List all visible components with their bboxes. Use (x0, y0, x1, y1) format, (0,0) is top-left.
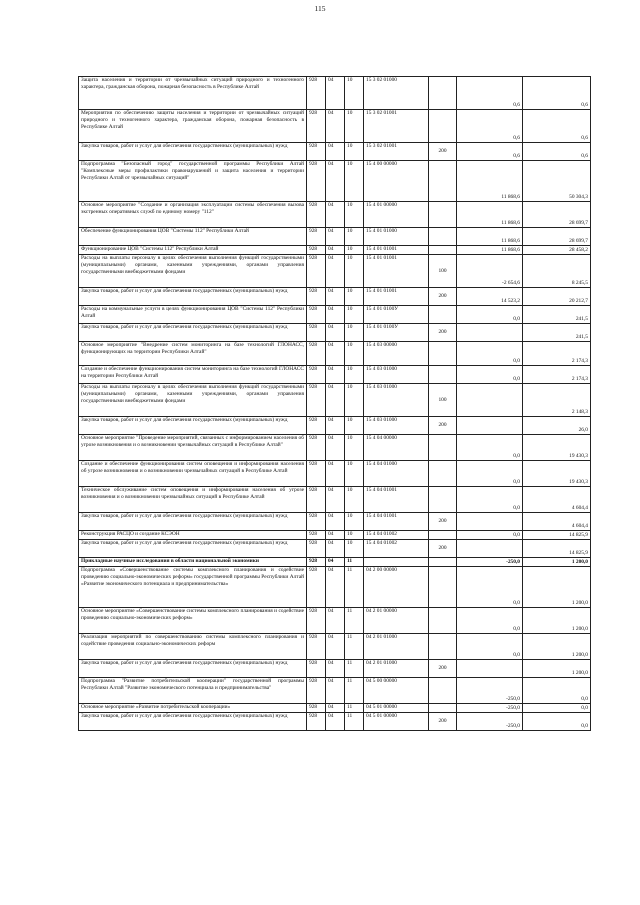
target-article-code: 04 2 01 01000 (364, 660, 429, 678)
ministry-code: 928 (307, 324, 326, 342)
table-row (79, 143, 591, 161)
table-row (79, 634, 591, 660)
amount-change: -250,0 (457, 713, 523, 731)
expense-type-code: 200 (429, 417, 457, 435)
ministry-code: 928 (307, 342, 326, 366)
amount-total: 28 699,7 (523, 202, 591, 228)
subsection-code: 10 (345, 228, 364, 246)
budget-table (78, 76, 591, 731)
subsection-code: 11 (345, 660, 364, 678)
table-row (79, 540, 591, 558)
amount-total: 28 458,2 (523, 246, 591, 255)
subsection-code: 10 (345, 384, 364, 417)
ministry-code: 928 (307, 704, 326, 713)
subsection-code: 11 (345, 634, 364, 660)
subsection-code: 10 (345, 531, 364, 540)
subsection-code: 10 (345, 342, 364, 366)
subsection-code: 10 (345, 202, 364, 228)
target-article-code: 15 4 01 01001 (364, 255, 429, 288)
budget-table-body (79, 77, 591, 731)
amount-total: 0,0 (523, 713, 591, 731)
target-article-code: 15 4 03 01000 (364, 384, 429, 417)
amount-change: 0,0 (457, 306, 523, 324)
ministry-code: 928 (307, 461, 326, 487)
amount-total: 1 200,0 (523, 558, 591, 567)
target-article-code: 04 2 01 00000 (364, 608, 429, 634)
amount-change: 0,6 (457, 110, 523, 143)
expense-type-code (429, 608, 457, 634)
subsection-code: 11 (345, 713, 364, 731)
ministry-code: 928 (307, 540, 326, 558)
table-row (79, 246, 591, 255)
table-row (79, 228, 591, 246)
amount-total: 4 604,4 (523, 487, 591, 513)
ministry-code: 928 (307, 143, 326, 161)
section-code: 04 (326, 531, 345, 540)
section-code: 04 (326, 342, 345, 366)
table-row (79, 384, 591, 417)
ministry-code: 928 (307, 202, 326, 228)
subsection-code: 11 (345, 704, 364, 713)
section-code: 04 (326, 461, 345, 487)
amount-total: 0,6 (523, 110, 591, 143)
section-code: 04 (326, 288, 345, 306)
subsection-code: 10 (345, 324, 364, 342)
target-article-code: 15 4 04 01001 (364, 513, 429, 531)
subsection-code: 10 (345, 246, 364, 255)
section-code: 04 (326, 202, 345, 228)
section-code: 04 (326, 228, 345, 246)
expense-type-code (429, 678, 457, 704)
amount-total: 50 304,3 (523, 161, 591, 202)
ministry-code: 928 (307, 567, 326, 608)
row-name: Мероприятия по обеспечению защиты населения и территории от чрезвычайных ситуаций природного и техногенного характера, гражданская оборона, пожарная безопасность в Республике Алтай (79, 110, 307, 143)
ministry-code: 928 (307, 513, 326, 531)
row-name: Защита населения и территории от чрезвычайных ситуаций природного и техногенного характера, гражданская оборона, пожарная безопасность в Республике Алтай (79, 77, 307, 110)
table-row (79, 678, 591, 704)
table-row (79, 435, 591, 461)
amount-total: 1 200,0 (523, 660, 591, 678)
amount-change: 14 523,2 (457, 288, 523, 306)
target-article-code: 04 5 01 00000 (364, 704, 429, 713)
amount-change: 11 868,6 (457, 202, 523, 228)
table-row (79, 567, 591, 608)
section-code: 04 (326, 487, 345, 513)
amount-change: 11 868,6 (457, 246, 523, 255)
row-name: Подпрограмма "Безопасный город" государственной программы Республики Алтай "Комплексные меры профилактики правонарушений и защита населения и территории Республики Алтай от чрезвычайных ситуаций" (79, 161, 307, 202)
section-code: 04 (326, 567, 345, 608)
section-code: 04 (326, 435, 345, 461)
amount-change: -250,0 (457, 704, 523, 713)
amount-change (457, 324, 523, 342)
row-name: Техническое обслуживание систем оповещения и информирования населения об угрозе возникновения и о возникновении чрезвычайных ситуаций в Республике Алтай (79, 487, 307, 513)
row-name: Расходы на коммунальные услуги в целях функционирования ЦОВ "Системы 112" Республики Алтай (79, 306, 307, 324)
target-article-code: 15 4 01 01000 (364, 228, 429, 246)
target-article-code: 15 4 00 00000 (364, 161, 429, 202)
table-row (79, 255, 591, 288)
amount-total: 19 430,3 (523, 435, 591, 461)
target-article-code: 15 4 04 00000 (364, 435, 429, 461)
target-article-code: 15 3 02 01001 (364, 110, 429, 143)
section-code: 04 (326, 161, 345, 202)
ministry-code: 928 (307, 246, 326, 255)
amount-change (457, 660, 523, 678)
expense-type-code: 200 (429, 143, 457, 161)
amount-change: 0,0 (457, 461, 523, 487)
expense-type-code (429, 246, 457, 255)
section-code: 04 (326, 384, 345, 417)
ministry-code: 928 (307, 161, 326, 202)
table-row (79, 288, 591, 306)
table-row (79, 77, 591, 110)
section-code: 04 (326, 704, 345, 713)
amount-change: 0,0 (457, 531, 523, 540)
target-article-code: 15 4 03 00000 (364, 342, 429, 366)
section-code: 04 (326, 246, 345, 255)
amount-change: -250,0 (457, 678, 523, 704)
subsection-code: 10 (345, 513, 364, 531)
row-name: Основное мероприятие «Развитие потребительской кооперации» (79, 704, 307, 713)
expense-type-code (429, 366, 457, 384)
amount-change: -250,0 (457, 558, 523, 567)
amount-total: 0,0 (523, 678, 591, 704)
section-code: 04 (326, 324, 345, 342)
row-name: Создание и обеспечение функционирования систем мониторинга на базе технологий ГЛОНАСС на территории Республики Алтай (79, 366, 307, 384)
amount-total: 1 200,0 (523, 608, 591, 634)
target-article-code: 04 2 01 01000 (364, 634, 429, 660)
section-code: 04 (326, 713, 345, 731)
target-article-code: 15 4 01 00000 (364, 202, 429, 228)
expense-type-code (429, 202, 457, 228)
amount-change: 0,0 (457, 435, 523, 461)
expense-type-code (429, 228, 457, 246)
row-name: Подпрограмма "Развитие потребительской кооперации" государственной программы Республики Алтай "Развитие экономического потенциала и предпринимательства" (79, 678, 307, 704)
amount-change: 0,6 (457, 77, 523, 110)
expense-type-code (429, 161, 457, 202)
target-article-code: 15 4 03 01000 (364, 366, 429, 384)
amount-change: 0,0 (457, 366, 523, 384)
expense-type-code (429, 567, 457, 608)
table-row (79, 558, 591, 567)
amount-total: 26,0 (523, 417, 591, 435)
table-row (79, 417, 591, 435)
table-row (79, 202, 591, 228)
table-row (79, 704, 591, 713)
section-code: 04 (326, 608, 345, 634)
amount-total: 241,5 (523, 306, 591, 324)
subsection-code: 10 (345, 487, 364, 513)
row-name: Закупка товаров, работ и услуг для обеспечения государственных (муниципальных) нужд (79, 540, 307, 558)
amount-change: 0,6 (457, 143, 523, 161)
amount-total: 28 699,7 (523, 228, 591, 246)
row-name: Обеспечение функционирования ЦОВ "Системы 112" Республики Алтай (79, 228, 307, 246)
table-row (79, 660, 591, 678)
target-article-code: 15 4 01 0100У (364, 306, 429, 324)
section-code: 04 (326, 143, 345, 161)
section-code: 04 (326, 77, 345, 110)
target-article-code: 04 5 00 00000 (364, 678, 429, 704)
expense-type-code (429, 342, 457, 366)
section-code: 04 (326, 513, 345, 531)
amount-total: 4 604,4 (523, 513, 591, 531)
ministry-code: 928 (307, 678, 326, 704)
subsection-code: 11 (345, 567, 364, 608)
amount-total: 14 825,9 (523, 531, 591, 540)
row-name: Функционирование ЦОВ "Системы 112" Республики Алтай (79, 246, 307, 255)
row-name: Реализация мероприятий по совершенствованию системы комплексного планирования и содействие проведения социально-экономических реформ (79, 634, 307, 660)
table-row (79, 366, 591, 384)
subsection-code: 10 (345, 306, 364, 324)
row-name: Закупка товаров, работ и услуг для обеспечения государственных (муниципальных) нужд (79, 417, 307, 435)
expense-type-code (429, 435, 457, 461)
table-row (79, 342, 591, 366)
amount-total: 1 200,0 (523, 567, 591, 608)
amount-total: 241,5 (523, 324, 591, 342)
target-article-code: 15 4 03 01000 (364, 417, 429, 435)
amount-change: -2 654,6 (457, 255, 523, 288)
table-row (79, 306, 591, 324)
amount-total: 14 825,9 (523, 540, 591, 558)
amount-total: 2 174,3 (523, 366, 591, 384)
target-article-code: 15 4 04 01001 (364, 487, 429, 513)
subsection-code: 10 (345, 77, 364, 110)
amount-change: 0,0 (457, 634, 523, 660)
expense-type-code: 200 (429, 660, 457, 678)
expense-type-code: 200 (429, 324, 457, 342)
row-name: Подпрограмма «Совершенствование системы комплексного планирования и содействие проведению социально-экономических реформ» государственной программы Республики Алтай «Развитие экономического потенциала и предпринимательства» (79, 567, 307, 608)
subsection-code: 10 (345, 366, 364, 384)
target-article-code: 15 4 01 0100У (364, 324, 429, 342)
row-name: Расходы на выплаты персоналу в целях обеспечения выполнения функций государственными (муниципальными) органами, казенными учреждениями, органами управления государственными внебюджетными фондами (79, 384, 307, 417)
expense-type-code (429, 306, 457, 324)
expense-type-code: 200 (429, 288, 457, 306)
table-row (79, 713, 591, 731)
row-name: Закупка товаров, работ и услуг для обеспечения государственных (муниципальных) нужд (79, 324, 307, 342)
section-code: 04 (326, 110, 345, 143)
ministry-code: 928 (307, 558, 326, 567)
row-name: Основное мероприятие "Создание и организация эксплуатации системы обеспечения вызова экстренных оперативных служб по единому номеру "112" (79, 202, 307, 228)
ministry-code: 928 (307, 384, 326, 417)
amount-total: 2 174,3 (523, 342, 591, 366)
expense-type-code (429, 487, 457, 513)
section-code: 04 (326, 634, 345, 660)
table-row (79, 110, 591, 143)
table-row (79, 461, 591, 487)
ministry-code: 928 (307, 487, 326, 513)
amount-change (457, 417, 523, 435)
target-article-code: 04 2 00 00000 (364, 567, 429, 608)
row-name: Реконструкция РАСЦО и создание КСЭОН (79, 531, 307, 540)
row-name: Закупка товаров, работ и услуг для обеспечения государственных (муниципальных) нужд (79, 513, 307, 531)
amount-total: 0,0 (523, 704, 591, 713)
target-article-code: 15 4 04 01000 (364, 461, 429, 487)
section-code: 04 (326, 255, 345, 288)
target-article-code: 04 5 01 00000 (364, 713, 429, 731)
expense-type-code (429, 110, 457, 143)
table-row (79, 513, 591, 531)
ministry-code: 928 (307, 306, 326, 324)
section-code: 04 (326, 540, 345, 558)
subsection-code: 10 (345, 417, 364, 435)
row-name: Расходы на выплаты персоналу в целях обеспечения выполнения функций государственными (муниципальными) органами, казенными учреждениями, органами управления государственными внебюджетными фондами (79, 255, 307, 288)
ministry-code: 928 (307, 660, 326, 678)
amount-total: 19 430,3 (523, 461, 591, 487)
row-name: Основное мероприятие "Проведение мероприятий, связанных с информированием населения об угрозе возникновения и о возникновении чрезвычайных ситуаций в Республике Алтай" (79, 435, 307, 461)
expense-type-code (429, 531, 457, 540)
subsection-code: 10 (345, 161, 364, 202)
target-article-code: 15 4 04 01002 (364, 540, 429, 558)
ministry-code: 928 (307, 435, 326, 461)
subsection-code: 10 (345, 435, 364, 461)
ministry-code: 928 (307, 608, 326, 634)
target-article-code: 15 3 02 01000 (364, 77, 429, 110)
amount-change: 11 868,6 (457, 228, 523, 246)
table-row (79, 531, 591, 540)
row-name: Создание и обеспечение функционирования систем оповещения и информирования населения об угрозе возникновения и о возникновении чрезвычайных ситуаций в Республике Алтай (79, 461, 307, 487)
subsection-code: 10 (345, 288, 364, 306)
amount-change (457, 384, 523, 417)
row-name: Закупка товаров, работ и услуг для обеспечения государственных (муниципальных) нужд (79, 143, 307, 161)
expense-type-code (429, 634, 457, 660)
ministry-code: 928 (307, 110, 326, 143)
subsection-code: 11 (345, 558, 364, 567)
expense-type-code: 100 (429, 384, 457, 417)
section-code: 04 (326, 678, 345, 704)
amount-total: 0,6 (523, 77, 591, 110)
expense-type-code: 200 (429, 713, 457, 731)
expense-type-code (429, 77, 457, 110)
ministry-code: 928 (307, 531, 326, 540)
target-article-code (364, 558, 429, 567)
table-row (79, 161, 591, 202)
subsection-code: 10 (345, 255, 364, 288)
expense-type-code (429, 461, 457, 487)
amount-change: 0,0 (457, 342, 523, 366)
ministry-code: 928 (307, 417, 326, 435)
table-row (79, 487, 591, 513)
subsection-code: 10 (345, 540, 364, 558)
row-name: Основное мероприятие «Совершенствование системы комплексного планирования и содействие проведению социально-экономических реформ» (79, 608, 307, 634)
table-row (79, 608, 591, 634)
amount-total: 0,6 (523, 143, 591, 161)
section-code: 04 (326, 558, 345, 567)
amount-total: 2 148,3 (523, 384, 591, 417)
amount-change: 0,0 (457, 487, 523, 513)
amount-change (457, 513, 523, 531)
ministry-code: 928 (307, 228, 326, 246)
section-code: 04 (326, 660, 345, 678)
amount-total: 8 245,5 (523, 255, 591, 288)
page-number: 115 (314, 4, 326, 13)
expense-type-code: 200 (429, 513, 457, 531)
amount-change: 0,0 (457, 608, 523, 634)
row-name: Закупка товаров, работ и услуг для обеспечения государственных (муниципальных) нужд (79, 288, 307, 306)
section-code: 04 (326, 366, 345, 384)
expense-type-code (429, 558, 457, 567)
section-code: 04 (326, 306, 345, 324)
subsection-code: 10 (345, 110, 364, 143)
subsection-code: 11 (345, 678, 364, 704)
target-article-code: 15 3 02 01001 (364, 143, 429, 161)
amount-change: 11 868,6 (457, 161, 523, 202)
subsection-code: 10 (345, 143, 364, 161)
ministry-code: 928 (307, 288, 326, 306)
amount-change: 0,0 (457, 567, 523, 608)
expense-type-code: 100 (429, 255, 457, 288)
ministry-code: 928 (307, 713, 326, 731)
amount-total: 20 212,7 (523, 288, 591, 306)
target-article-code: 15 4 01 01001 (364, 246, 429, 255)
row-name: Закупка товаров, работ и услуг для обеспечения государственных (муниципальных) нужд (79, 660, 307, 678)
row-name: Закупка товаров, работ и услуг для обеспечения государственных (муниципальных) нужд (79, 713, 307, 731)
amount-total: 1 200,0 (523, 634, 591, 660)
amount-change (457, 540, 523, 558)
ministry-code: 928 (307, 366, 326, 384)
ministry-code: 928 (307, 634, 326, 660)
table-row (79, 324, 591, 342)
row-name: Прикладные научные исследования в области национальной экономики (79, 558, 307, 567)
subsection-code: 10 (345, 461, 364, 487)
target-article-code: 15 4 04 01002 (364, 531, 429, 540)
row-name: Основное мероприятие "Внедрение систем мониторинга на базе технологий ГЛОНАСС, функционирующих на территории Республики Алтай" (79, 342, 307, 366)
target-article-code: 15 4 01 01001 (364, 288, 429, 306)
ministry-code: 928 (307, 77, 326, 110)
expense-type-code: 200 (429, 540, 457, 558)
expense-type-code (429, 704, 457, 713)
ministry-code: 928 (307, 255, 326, 288)
subsection-code: 11 (345, 608, 364, 634)
section-code: 04 (326, 417, 345, 435)
